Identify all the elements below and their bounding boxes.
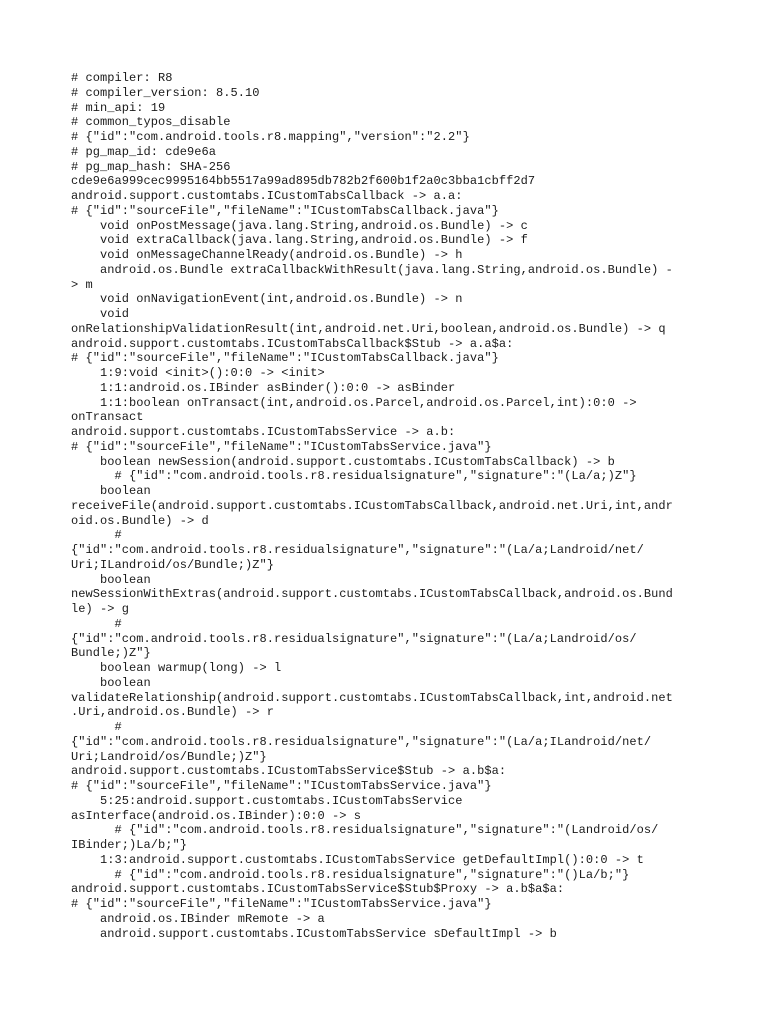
text-line: # pg_map_id: cde9e6a xyxy=(71,144,217,159)
text-line: receiveFile(android.support.customtabs.ICustomTabsCallback,android.net.Uri,int,andr xyxy=(71,498,673,513)
text-line: # pg_map_hash: SHA-256 xyxy=(71,159,231,174)
text-line: # {"id":"sourceFile","fileName":"ICustomTabsService.java"} xyxy=(71,779,492,793)
text-line: # xyxy=(71,616,122,631)
text-line: asInterface(android.os.IBinder):0:0 -> s xyxy=(71,808,362,823)
text-line: boolean xyxy=(71,675,151,690)
text-line: # {"id":"com.android.tools.r8.residualsignature","signature":"()La/b;"} xyxy=(71,867,630,882)
text-line: 1:1:android.os.IBinder asBinder():0:0 -> asBinder xyxy=(71,380,456,395)
text-line: 1:3:android.support.customtabs.ICustomTabsService getDefaultImpl():0:0 -> t xyxy=(71,852,644,867)
text-line: boolean xyxy=(71,572,151,587)
text-line: android.support.customtabs.ICustomTabsService$Stub -> a.b$a: xyxy=(71,764,507,779)
text-line: {"id":"com.android.tools.r8.residualsignature","signature":"(La/a;Landroid/net/ xyxy=(71,543,644,557)
text-line: IBinder;)La/b;"} xyxy=(71,838,188,852)
text-line: Uri;ILandroid/os/Bundle;)Z"} xyxy=(71,557,275,572)
text-line: # {"id":"com.android.tools.r8.residualsignature","signature":"(Landroid/os/ xyxy=(71,823,659,838)
text-line: Uri;Landroid/os/Bundle;)Z"} xyxy=(71,749,267,764)
text-line: android.os.Bundle extraCallbackWithResult(java.lang.String,android.os.Bundle) - xyxy=(71,262,673,277)
text-line: # xyxy=(71,528,122,543)
text-line: # {"id":"sourceFile","fileName":"ICustomTabsService.java"} xyxy=(71,897,492,911)
text-line: # {"id":"sourceFile","fileName":"ICustomTabsCallback.java"} xyxy=(71,351,499,366)
text-line: # {"id":"com.android.tools.r8.mapping","version":"2.2"} xyxy=(71,130,470,144)
text-line: void extraCallback(java.lang.String,android.os.Bundle) -> f xyxy=(71,233,528,248)
text-line: android.os.IBinder mRemote -> a xyxy=(71,911,325,926)
text-line: 5:25:android.support.customtabs.ICustomTabsService xyxy=(71,793,463,808)
text-line: # min_api: 19 xyxy=(71,100,166,115)
text-line: 1:9:void <init>():0:0 -> <init> xyxy=(71,366,325,380)
text-line: > m xyxy=(71,277,93,292)
text-line: android.support.customtabs.ICustomTabsCallback -> a.a: xyxy=(71,189,463,203)
text-line: 1:1:boolean onTransact(int,android.os.Parcel,android.os.Parcel,int):0:0 -> xyxy=(71,395,637,410)
text-line: # common_typos_disable xyxy=(71,115,231,130)
text-line: boolean xyxy=(71,484,151,498)
text-line: Bundle;)Z"} xyxy=(71,646,151,661)
text-line: void onPostMessage(java.lang.String,android.os.Bundle) -> c xyxy=(71,218,528,233)
text-line: oid.os.Bundle) -> d xyxy=(71,513,209,528)
text-line: cde9e6a999cec9995164bb5517a99ad895db782b2f600b1f2a0c3bba1cbff2d7 xyxy=(71,174,536,189)
text-line: # {"id":"sourceFile","fileName":"ICustomTabsCallback.java"} xyxy=(71,203,499,218)
text-line: void onNavigationEvent(int,android.os.Bundle) -> n xyxy=(71,292,463,307)
text-line: # xyxy=(71,720,122,734)
text-line: boolean warmup(long) -> l xyxy=(71,661,282,675)
text-line: android.support.customtabs.ICustomTabsCallback$Stub -> a.a$a: xyxy=(71,336,514,351)
text-line: android.support.customtabs.ICustomTabsService sDefaultImpl -> b xyxy=(71,926,557,941)
text-line: void xyxy=(71,307,130,321)
text-line: # compiler: R8 xyxy=(71,71,173,85)
text-line: boolean newSession(android.support.customtabs.ICustomTabsCallback) -> b xyxy=(71,454,615,469)
text-line: {"id":"com.android.tools.r8.residualsignature","signature":"(La/a;ILandroid/net/ xyxy=(71,734,652,749)
text-line: android.support.customtabs.ICustomTabsService -> a.b: xyxy=(71,425,456,439)
text-line: # compiler_version: 8.5.10 xyxy=(71,85,260,100)
text-line: void onMessageChannelReady(android.os.Bundle) -> h xyxy=(71,248,463,262)
text-line: # {"id":"sourceFile","fileName":"ICustomTabsService.java"} xyxy=(71,439,492,454)
text-line: # {"id":"com.android.tools.r8.residualsignature","signature":"(La/a;)Z"} xyxy=(71,469,637,484)
text-line: onTransact xyxy=(71,410,144,425)
text-line: {"id":"com.android.tools.r8.residualsignature","signature":"(La/a;Landroid/os/ xyxy=(71,631,637,646)
text-line: validateRelationship(android.support.customtabs.ICustomTabsCallback,int,android.net xyxy=(71,690,673,705)
text-line: .Uri,android.os.Bundle) -> r xyxy=(71,705,275,720)
text-line: le) -> g xyxy=(71,602,130,616)
mapping-file-text xyxy=(71,71,701,941)
text-line: android.support.customtabs.ICustomTabsService$Stub$Proxy -> a.b$a$a: xyxy=(71,882,565,897)
text-line: onRelationshipValidationResult(int,android.net.Uri,boolean,android.os.Bundle) -> q xyxy=(71,321,666,336)
text-line: newSessionWithExtras(android.support.customtabs.ICustomTabsCallback,android.os.Bund xyxy=(71,587,673,602)
